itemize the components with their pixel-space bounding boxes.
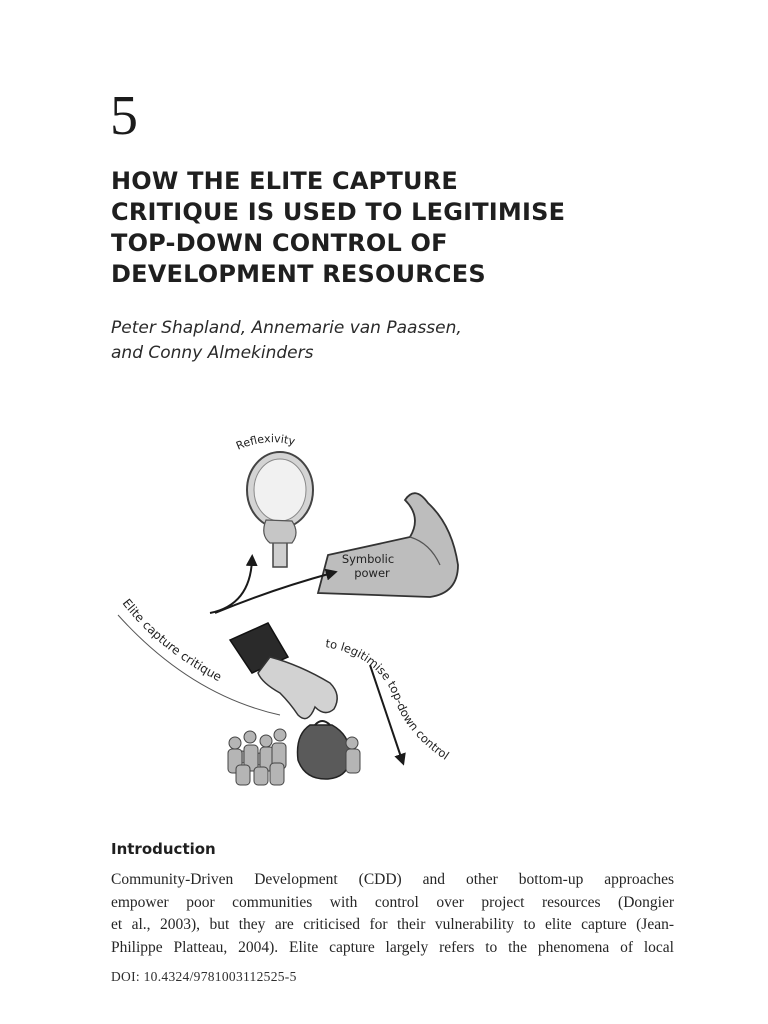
chapter-number: 5: [110, 85, 138, 147]
label-symbolic: Symbolic: [341, 552, 395, 566]
chapter-illustration: [110, 425, 490, 800]
title-line: TOP-DOWN CONTROL OF: [111, 229, 448, 257]
doi-footer: DOI: 10.4324/9781003112525-5: [111, 969, 297, 984]
body-line: Community-Driven Development (CDD) and other bottom-up approaches: [111, 871, 674, 888]
body-paragraph: [111, 869, 674, 959]
label-reflexivity-path: Reflexivity: [234, 432, 297, 453]
author-line: Peter Shapland, Annemarie van Paassen,: [111, 318, 462, 338]
author-line: and Conny Almekinders: [111, 343, 314, 363]
title-line: HOW THE ELITE CAPTURE: [111, 167, 458, 195]
body-line: Philippe Platteau, 2004). Elite capture largely refers to the phenomena of local: [111, 938, 674, 956]
body-line: et al., 2003), but they are criticised for their vulnerability to elite capture (Jean-: [111, 916, 674, 933]
authors: [111, 316, 462, 366]
label-elite-capture-path: Elite capture critique: [119, 596, 224, 685]
mirror-icon: [247, 452, 313, 567]
label-reflexivity: [234, 432, 297, 453]
money-bag-icon: [298, 721, 351, 779]
title-line: DEVELOPMENT RESOURCES: [111, 260, 486, 288]
label-elite-capture: [120, 596, 224, 684]
arrow-to-arm: [215, 573, 332, 613]
arrow-to-mirror: [210, 560, 252, 613]
hand-icon: [230, 623, 337, 719]
title-line: CRITIQUE IS USED TO LEGITIMISE: [111, 198, 566, 226]
flexed-arm-icon: [318, 493, 458, 597]
section-heading: Introduction: [111, 840, 216, 858]
body-line: empower poor communities with control over project resources (Dongier: [111, 893, 674, 911]
label-legitimise-path: to legitimise top-down control: [324, 636, 452, 763]
chapter-title: [111, 166, 671, 290]
label-power: power: [354, 566, 390, 580]
